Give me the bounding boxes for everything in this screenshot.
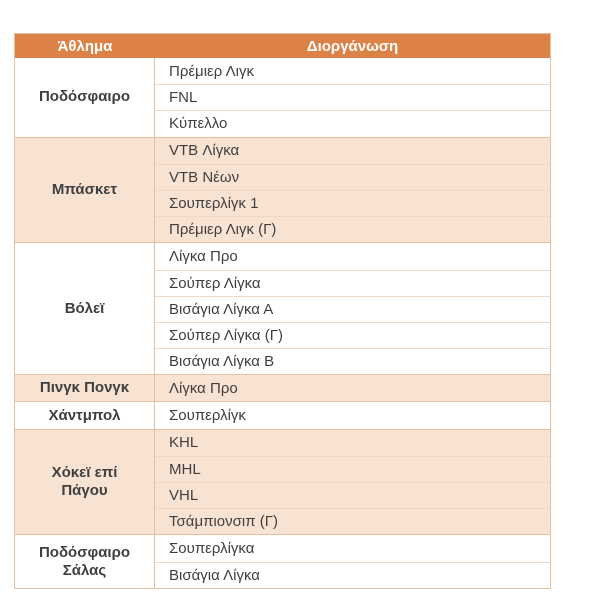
league-label: Σούπερ Λίγκα (Γ) [169,326,283,344]
group-ice-hockey [15,429,550,535]
league-cell [155,430,550,456]
league-label: Σουπερλίγκ 1 [169,195,259,213]
league-label: Πρέμιερ Λιγκ (Γ) [169,221,277,239]
sport-cell [15,375,155,401]
league-label: Βισάγια Λίγκα Β [169,353,275,371]
league-cell [155,270,550,296]
league-label: KHL [169,434,199,452]
league-cell [155,110,550,136]
league-cell [155,322,550,348]
sport-label: Ποδόσφαιρο [38,88,131,106]
league-cell [155,190,550,216]
league-cell [155,216,550,242]
sport-label: Ποδόσφαιρο Σάλας [38,543,131,579]
table-header-row [15,34,550,58]
group-basketball [15,137,550,243]
league-column [155,430,550,535]
sport-label: Πινγκ Πονγκ [39,379,130,397]
league-column [155,138,550,243]
sport-label: Χάντμπολ [48,406,121,424]
sport-cell [15,535,155,587]
league-cell [155,164,550,190]
league-cell [155,84,550,110]
league-label: Λίγκα Προ [169,379,238,397]
league-label: VTB Λίγκα [169,142,240,160]
league-cell [155,58,550,84]
league-label: Βισάγια Λίγκα Α [169,300,274,318]
league-label: Σούπερ Λίγκα [169,274,261,292]
league-column [155,375,550,401]
league-cell [155,296,550,322]
league-column [155,58,550,137]
league-label: FNL [169,89,198,107]
sport-cell [15,58,155,137]
league-label: Βισάγια Λίγκα [169,566,260,584]
league-cell [155,535,550,561]
league-label: Σουπερλίγκα [169,539,255,557]
sport-cell [15,402,155,428]
league-label: VHL [169,487,199,505]
league-cell [155,348,550,374]
group-futsal [15,534,550,587]
sport-cell [15,430,155,535]
header-sport: Άθλημα [57,37,113,55]
league-label: VTB Νέων [169,168,240,186]
sport-cell [15,243,155,374]
sport-label: Χόκεϊ επί Πάγου [51,464,118,499]
sport-label: Βόλεϊ [64,299,105,317]
league-cell [155,402,550,428]
league-label: Κύπελλο [169,115,228,133]
group-ping-pong [15,374,550,401]
league-cell [155,562,550,588]
league-label: Λίγκα Προ [169,247,238,265]
league-column [155,535,550,587]
league-cell [155,138,550,164]
header-organization: Διοργάνωση [306,37,399,55]
sport-cell [15,138,155,243]
league-cell [155,456,550,482]
group-football [15,58,550,137]
sport-label: Μπάσκετ [51,180,118,198]
group-handball [15,401,550,428]
league-cell [155,508,550,534]
league-label: MHL [169,460,201,478]
sports-leagues-table [14,33,551,589]
league-column [155,243,550,374]
league-cell [155,243,550,269]
league-label: Τσάμπιονσιπ (Γ) [169,513,278,531]
league-label: Σουπερλίγκ [169,407,246,425]
league-cell [155,482,550,508]
league-cell [155,375,550,401]
league-label: Πρέμιερ Λιγκ [169,62,254,80]
group-volleyball [15,242,550,374]
league-column [155,402,550,428]
